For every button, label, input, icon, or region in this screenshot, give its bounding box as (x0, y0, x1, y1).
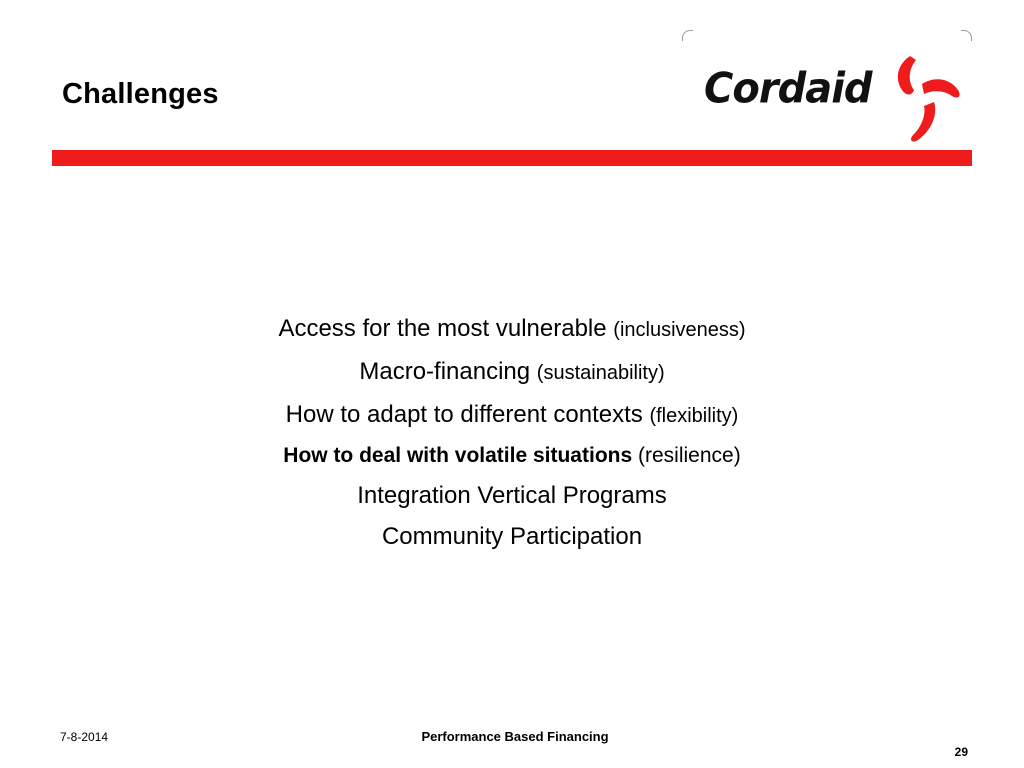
item-text: Community Participation (381, 523, 643, 550)
item-note: (resilience) (638, 444, 741, 467)
item-note: (flexibility) (649, 405, 739, 427)
list-item (100, 351, 924, 394)
item-text: How to adapt to different contexts (285, 401, 643, 428)
cordaid-swirl-icon (872, 50, 962, 146)
title-accent-bar (52, 150, 972, 166)
footer-title: Performance Based Financing (421, 729, 609, 744)
item-text: Integration Vertical Programs (357, 482, 667, 509)
page-number: 29 (954, 745, 968, 759)
item-text: Macro-financing (359, 358, 531, 385)
challenges-list (100, 308, 924, 557)
footer-date: 7-8-2014 (60, 730, 109, 744)
list-item (100, 308, 924, 351)
item-note: (sustainability) (536, 362, 665, 384)
item-text: Access for the most vulnerable (278, 315, 607, 342)
slide-title: Challenges (62, 78, 219, 110)
logo-frame-corner (961, 30, 972, 41)
list-item (100, 475, 924, 516)
list-item (100, 516, 924, 557)
list-item (100, 437, 924, 475)
logo-wordmark: Cordaid (704, 64, 872, 114)
logo-frame-corner (682, 30, 693, 41)
item-note: (inclusiveness) (613, 319, 746, 341)
list-item (100, 394, 924, 437)
item-text: How to deal with volatile situations (283, 444, 633, 467)
cordaid-logo (682, 30, 972, 150)
